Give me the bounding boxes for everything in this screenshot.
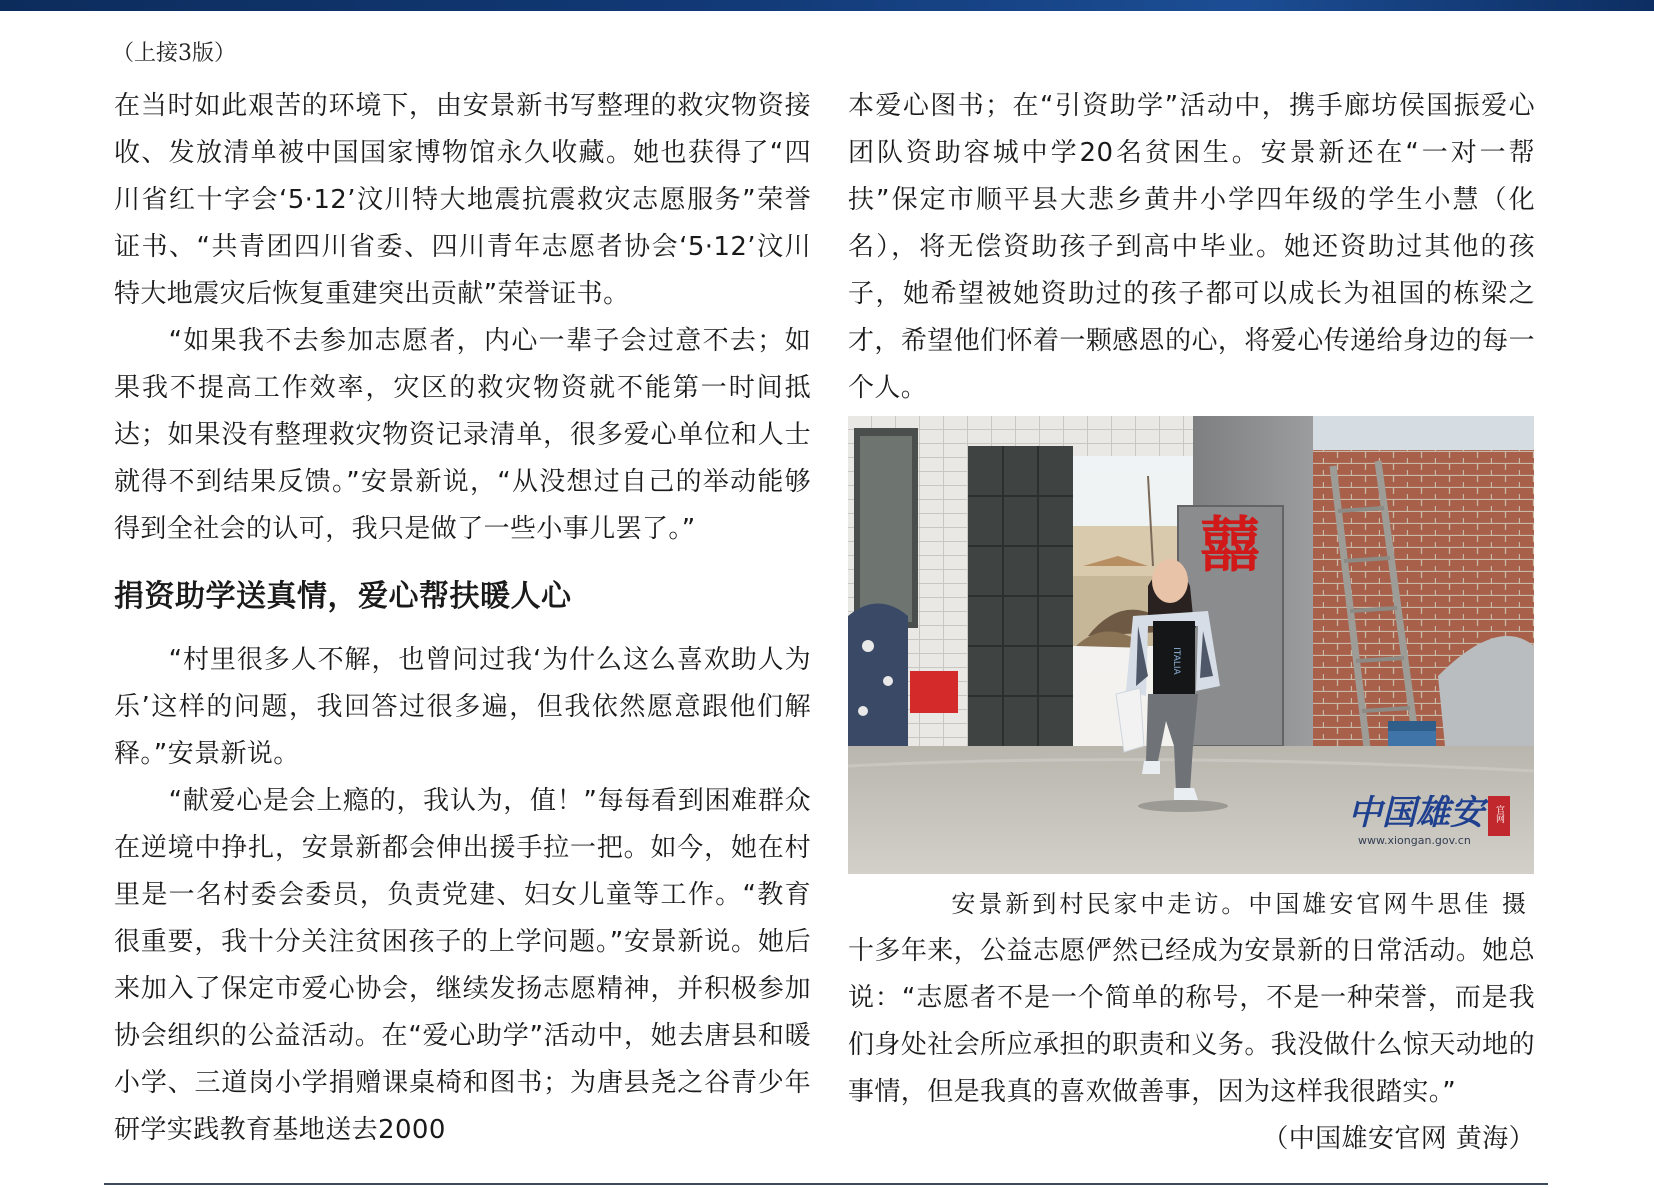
paragraph: 本爱心图书；在“引资助学”活动中，携手廊坊侯国振爱心团队资助容城中学20名贫困生。安景新还在“一对一帮扶”保定市顺平县大悲乡黄井小学四年级的学生小慧（化名），将无偿资助孩子到高中毕业。她还资助过其他的孩子，她希望被她资助过的孩子都可以成长为祖国的栋梁之才，希望他们怀着一颗感恩的心，将爱心传递给身边的每一个人。 [848,91,1535,403]
continuation-note: （上接3版） [112,41,236,66]
byline: （中国雄安官网 黄海） [1262,1124,1535,1154]
photo-caption: 安景新到村民家中走访。中国雄安官网牛思佳 摄 [951,890,1529,918]
article-photo [848,416,1534,874]
paragraph-text: 十多年来，公益志愿俨然已经成为安景新的日常活动。她总说：“志愿者不是一个简单的称号，不是一种荣誉，而是我们身处社会所应承担的职责和义务。我没做什么惊天动地的事情，但是我真的喜欢做善事，因为这样我很踏实。” [848,936,1535,1107]
shirt-text: ITALIA [1171,647,1181,675]
watermark-seal-text: 官网 [1494,805,1504,823]
left-column [114,83,811,1154]
right-column [848,83,1535,412]
paragraph: “献爱心是会上瘾的，我认为，值！”每每看到困难群众在逆境中挣扎，安景新都会伸出援手拉一把。如今，她在村里是一名村委会委员，负责党建、妇女儿童等工作。“教育很重要，我十分关注贫困孩子的上学问题。”安景新说。她后来加入了保定市爱心协会，继续发扬志愿精神，并积极参加协会组织的公益活动。在“爱心助学”活动中，她去唐县和暖小学、三道岗小学捐赠课桌椅和图书；为唐县尧之谷青少年研学实践教育基地送去2000 [114,786,811,1145]
door-character: 囍 [1200,511,1260,581]
section-heading: 捐资助学送真情，爱心帮扶暖人心 [114,579,572,614]
paragraph [848,928,1535,1154]
right-column-continued [848,928,1535,1163]
watermark-title: 中国雄安 [1348,793,1484,833]
paragraph: 在当时如此艰苦的环境下，由安景新书写整理的救灾物资接收、发放清单被中国国家博物馆永久收藏。她也获得了“四川省红十字会‘5·12’汶川特大地震抗震救灾志愿服务”荣誉证书、“共青团四川省委、四川青年志愿者协会‘5·12’汶川特大地震灾后恢复重建突出贡献”荣誉证书。 [114,91,811,309]
paragraph: “村里很多人不解，也曾问过我‘为什么这么喜欢助人为乐’这样的问题，我回答过很多遍，但我依然愿意跟他们解释。”安景新说。 [114,645,811,769]
top-border-bar [0,0,1654,11]
watermark-url: www.xiongan.gov.cn [1358,834,1471,847]
bottom-rule [104,1183,1548,1185]
paragraph: “如果我不去参加志愿者，内心一辈子会过意不去；如果我不提高工作效率，灾区的救灾物资就不能第一时间抵达；如果没有整理救灾物资记录清单，很多爱心单位和人士就得不到结果反馈。”安景新说，“从没想过自己的举动能够得到全社会的认可，我只是做了一些小事儿罢了。” [114,326,811,544]
